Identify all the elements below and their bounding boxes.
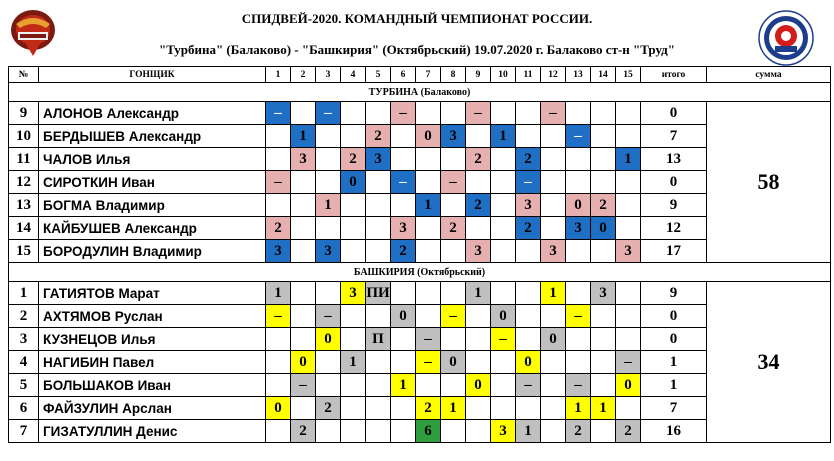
col-heat-header: 7 bbox=[416, 67, 441, 83]
heat-score bbox=[516, 240, 541, 263]
heat-score: 2 bbox=[441, 217, 466, 240]
heat-score bbox=[541, 351, 566, 374]
heat-score: 3 bbox=[291, 148, 316, 171]
rider-number: 13 bbox=[9, 194, 39, 217]
heat-score bbox=[466, 397, 491, 420]
heat-score: 3 bbox=[466, 240, 491, 263]
heat-score bbox=[316, 374, 341, 397]
heat-score: – bbox=[266, 171, 291, 194]
heat-score: 2 bbox=[366, 125, 391, 148]
heat-score: – bbox=[266, 305, 291, 328]
heat-score: 1 bbox=[491, 125, 516, 148]
col-heat-header: 8 bbox=[441, 67, 466, 83]
heat-score bbox=[591, 305, 616, 328]
heat-score: 0 bbox=[541, 328, 566, 351]
heat-score bbox=[291, 305, 316, 328]
heat-score: – bbox=[566, 305, 591, 328]
heat-score: 1 bbox=[441, 397, 466, 420]
heat-score: 2 bbox=[416, 397, 441, 420]
heat-score: 0 bbox=[316, 328, 341, 351]
heat-score bbox=[541, 420, 566, 443]
heat-score: – bbox=[391, 102, 416, 125]
heat-score bbox=[291, 328, 316, 351]
heat-score bbox=[516, 125, 541, 148]
rider-total: 17 bbox=[641, 240, 707, 263]
heat-score bbox=[491, 374, 516, 397]
heat-score: 1 bbox=[566, 397, 591, 420]
team-sum: 58 bbox=[707, 102, 831, 263]
heat-score bbox=[391, 282, 416, 305]
heat-score: 2 bbox=[266, 217, 291, 240]
heat-score: 0 bbox=[391, 305, 416, 328]
heat-score bbox=[391, 328, 416, 351]
heat-score: 1 bbox=[591, 397, 616, 420]
rider-total: 16 bbox=[641, 420, 707, 443]
heat-score: 1 bbox=[341, 351, 366, 374]
heat-score: – bbox=[516, 171, 541, 194]
heat-score: – bbox=[316, 305, 341, 328]
heat-score bbox=[266, 328, 291, 351]
rider-name: ГИЗАТУЛЛИН Денис bbox=[39, 420, 266, 443]
heat-score: 1 bbox=[291, 125, 316, 148]
heat-score bbox=[616, 194, 641, 217]
heat-score: 0 bbox=[566, 194, 591, 217]
heat-score bbox=[541, 194, 566, 217]
heat-score bbox=[616, 102, 641, 125]
rider-name: ГАТИЯТОВ Марат bbox=[39, 282, 266, 305]
rider-name: СИРОТКИН Иван bbox=[39, 171, 266, 194]
heat-score bbox=[516, 305, 541, 328]
rider-total: 7 bbox=[641, 125, 707, 148]
heat-score bbox=[466, 351, 491, 374]
rider-number: 9 bbox=[9, 102, 39, 125]
heat-score bbox=[491, 171, 516, 194]
heat-score: 6 bbox=[416, 420, 441, 443]
heat-score bbox=[491, 240, 516, 263]
heat-score bbox=[266, 420, 291, 443]
heat-score: 0 bbox=[441, 351, 466, 374]
heat-score bbox=[291, 282, 316, 305]
heat-score: 2 bbox=[316, 397, 341, 420]
heat-score bbox=[516, 328, 541, 351]
col-heat-header: 15 bbox=[616, 67, 641, 83]
rider-number: 5 bbox=[9, 374, 39, 397]
heat-score: 2 bbox=[291, 420, 316, 443]
heat-score bbox=[466, 171, 491, 194]
heat-score: 2 bbox=[341, 148, 366, 171]
rider-number: 7 bbox=[9, 420, 39, 443]
heat-score bbox=[291, 217, 316, 240]
heat-score: 2 bbox=[466, 194, 491, 217]
heat-score bbox=[316, 282, 341, 305]
heat-score: – bbox=[516, 374, 541, 397]
col-heat-header: 4 bbox=[341, 67, 366, 83]
heat-score: 3 bbox=[491, 420, 516, 443]
heat-score: 3 bbox=[391, 217, 416, 240]
heat-score: 0 bbox=[341, 171, 366, 194]
championship-title: СПИДВЕЙ-2020. КОМАНДНЫЙ ЧЕМПИОНАТ РОССИИ. bbox=[241, 11, 593, 26]
rider-name: НАГИБИН Павел bbox=[39, 351, 266, 374]
col-num-header: № bbox=[9, 67, 39, 83]
results-table bbox=[8, 66, 831, 443]
heat-score bbox=[366, 420, 391, 443]
heat-score: 3 bbox=[516, 194, 541, 217]
heat-score: 0 bbox=[266, 397, 291, 420]
heat-score bbox=[366, 217, 391, 240]
rider-name: КАЙБУШЕВ Александр bbox=[39, 217, 266, 240]
col-total-header: итого bbox=[641, 67, 707, 83]
rider-name: БОЛЬШАКОВ Иван bbox=[39, 374, 266, 397]
heat-score bbox=[416, 148, 441, 171]
heat-score bbox=[366, 351, 391, 374]
heat-score bbox=[391, 397, 416, 420]
heat-score: 3 bbox=[266, 240, 291, 263]
heat-score: 2 bbox=[616, 420, 641, 443]
heat-score bbox=[491, 217, 516, 240]
heat-score: 0 bbox=[616, 374, 641, 397]
heat-score bbox=[441, 148, 466, 171]
rider-total: 7 bbox=[641, 397, 707, 420]
rider-total: 0 bbox=[641, 328, 707, 351]
rider-name: БОРОДУЛИН Владимир bbox=[39, 240, 266, 263]
heat-score bbox=[491, 397, 516, 420]
heat-score bbox=[591, 240, 616, 263]
heat-score bbox=[541, 171, 566, 194]
heat-score bbox=[416, 374, 441, 397]
rider-name: БОГМА Владимир bbox=[39, 194, 266, 217]
heat-score bbox=[316, 217, 341, 240]
heat-score bbox=[566, 240, 591, 263]
heat-score bbox=[591, 351, 616, 374]
heat-score bbox=[591, 171, 616, 194]
heat-score: 2 bbox=[566, 420, 591, 443]
heat-score bbox=[366, 194, 391, 217]
heat-score bbox=[391, 125, 416, 148]
heat-score: 3 bbox=[366, 148, 391, 171]
rider-name: АЛОНОВ Александр bbox=[39, 102, 266, 125]
heat-score: – bbox=[316, 102, 341, 125]
heat-score bbox=[416, 282, 441, 305]
heat-score: – bbox=[616, 351, 641, 374]
heat-score: П bbox=[366, 328, 391, 351]
heat-score bbox=[366, 240, 391, 263]
heat-score bbox=[391, 194, 416, 217]
heat-score bbox=[591, 374, 616, 397]
team-name: ТУРБИНА (Балаково) bbox=[9, 83, 831, 102]
heat-score bbox=[391, 351, 416, 374]
rider-number: 10 bbox=[9, 125, 39, 148]
rider-total: 0 bbox=[641, 305, 707, 328]
heat-score bbox=[316, 351, 341, 374]
heat-score bbox=[316, 125, 341, 148]
heat-score: – bbox=[416, 328, 441, 351]
heat-score bbox=[616, 125, 641, 148]
heat-score bbox=[491, 102, 516, 125]
heat-score bbox=[291, 397, 316, 420]
heat-score bbox=[366, 171, 391, 194]
rider-number: 11 bbox=[9, 148, 39, 171]
heat-score bbox=[516, 102, 541, 125]
heat-score bbox=[591, 420, 616, 443]
heat-score bbox=[591, 125, 616, 148]
heat-score bbox=[616, 305, 641, 328]
heat-score: – bbox=[291, 374, 316, 397]
heat-score bbox=[416, 240, 441, 263]
heat-score bbox=[566, 148, 591, 171]
heat-score bbox=[341, 240, 366, 263]
heat-score: 3 bbox=[441, 125, 466, 148]
rider-name: КУЗНЕЦОВ Илья bbox=[39, 328, 266, 351]
heat-score: 2 bbox=[516, 217, 541, 240]
heat-score bbox=[416, 171, 441, 194]
col-heat-header: 6 bbox=[391, 67, 416, 83]
heat-score bbox=[491, 194, 516, 217]
heat-score bbox=[541, 125, 566, 148]
col-heat-header: 11 bbox=[516, 67, 541, 83]
heat-score bbox=[541, 148, 566, 171]
rider-name: АХТЯМОВ Руслан bbox=[39, 305, 266, 328]
heat-score bbox=[341, 328, 366, 351]
heat-score bbox=[266, 374, 291, 397]
heat-score bbox=[566, 102, 591, 125]
heat-score bbox=[366, 102, 391, 125]
heat-score: 0 bbox=[591, 217, 616, 240]
heat-score: 3 bbox=[616, 240, 641, 263]
heat-score bbox=[291, 194, 316, 217]
team-header-row bbox=[9, 83, 831, 102]
rider-number: 15 bbox=[9, 240, 39, 263]
rider-total: 0 bbox=[641, 171, 707, 194]
col-heat-header: 14 bbox=[591, 67, 616, 83]
heat-score bbox=[441, 194, 466, 217]
heat-score bbox=[616, 328, 641, 351]
heat-score: – bbox=[441, 305, 466, 328]
team-name: БАШКИРИЯ (Октябрьский) bbox=[9, 263, 831, 282]
heat-score: – bbox=[266, 102, 291, 125]
rider-name: ФАЙЗУЛИН Арслан bbox=[39, 397, 266, 420]
rider-row bbox=[9, 102, 831, 125]
rider-number: 6 bbox=[9, 397, 39, 420]
col-heat-header: 5 bbox=[366, 67, 391, 83]
rider-number: 3 bbox=[9, 328, 39, 351]
col-sum-header: сумма bbox=[707, 67, 831, 83]
heat-score: – bbox=[491, 328, 516, 351]
col-heat-header: 13 bbox=[566, 67, 591, 83]
heat-score bbox=[266, 125, 291, 148]
col-heat-header: 12 bbox=[541, 67, 566, 83]
heat-score bbox=[616, 397, 641, 420]
heat-score bbox=[541, 374, 566, 397]
heat-score: 2 bbox=[516, 148, 541, 171]
heat-score bbox=[341, 125, 366, 148]
col-heat-header: 10 bbox=[491, 67, 516, 83]
rider-number: 12 bbox=[9, 171, 39, 194]
heat-score bbox=[441, 374, 466, 397]
heat-score bbox=[491, 351, 516, 374]
heat-score bbox=[291, 171, 316, 194]
heat-score: 1 bbox=[316, 194, 341, 217]
heat-score bbox=[391, 148, 416, 171]
heat-score bbox=[541, 217, 566, 240]
heat-score: 1 bbox=[616, 148, 641, 171]
team-header-row bbox=[9, 263, 831, 282]
rider-number: 4 bbox=[9, 351, 39, 374]
rider-number: 14 bbox=[9, 217, 39, 240]
match-info: "Турбина" (Балаково) - "Башкирия" (Октябрьский) 19.07.2020 г. Балаково ст-н "Труд" bbox=[159, 42, 675, 57]
rider-total: 13 bbox=[641, 148, 707, 171]
heat-score bbox=[516, 282, 541, 305]
heat-score: – bbox=[416, 351, 441, 374]
heat-score bbox=[416, 305, 441, 328]
col-heat-header: 2 bbox=[291, 67, 316, 83]
heat-score bbox=[341, 420, 366, 443]
heat-score bbox=[616, 217, 641, 240]
heat-score: 3 bbox=[316, 240, 341, 263]
heat-score: 0 bbox=[466, 374, 491, 397]
heat-score: – bbox=[541, 102, 566, 125]
heat-score: 0 bbox=[491, 305, 516, 328]
heat-score: 0 bbox=[416, 125, 441, 148]
heat-score bbox=[266, 194, 291, 217]
heat-score bbox=[566, 351, 591, 374]
heat-score bbox=[466, 420, 491, 443]
heat-score: 1 bbox=[391, 374, 416, 397]
heat-score bbox=[616, 282, 641, 305]
heat-score bbox=[441, 240, 466, 263]
heat-score: 2 bbox=[466, 148, 491, 171]
heat-score bbox=[441, 282, 466, 305]
heat-score bbox=[591, 102, 616, 125]
heat-score bbox=[466, 305, 491, 328]
rider-total: 1 bbox=[641, 351, 707, 374]
heat-score: 3 bbox=[566, 217, 591, 240]
heat-score: ПИ bbox=[366, 282, 391, 305]
heat-score bbox=[341, 102, 366, 125]
rider-total: 1 bbox=[641, 374, 707, 397]
heat-score bbox=[466, 217, 491, 240]
heat-score bbox=[416, 217, 441, 240]
heat-score bbox=[566, 282, 591, 305]
heat-score bbox=[291, 102, 316, 125]
heat-score bbox=[316, 171, 341, 194]
heat-score bbox=[366, 397, 391, 420]
rider-name: БЕРДЫШЕВ Александр bbox=[39, 125, 266, 148]
heat-score: – bbox=[441, 171, 466, 194]
rider-number: 1 bbox=[9, 282, 39, 305]
rider-total: 0 bbox=[641, 102, 707, 125]
heat-score bbox=[366, 305, 391, 328]
heat-score bbox=[491, 282, 516, 305]
col-heat-header: 1 bbox=[266, 67, 291, 83]
heat-score: 1 bbox=[266, 282, 291, 305]
heat-score bbox=[466, 125, 491, 148]
heat-score bbox=[266, 351, 291, 374]
heat-score: 3 bbox=[591, 282, 616, 305]
heat-score bbox=[341, 305, 366, 328]
heat-score bbox=[341, 194, 366, 217]
heat-score bbox=[566, 171, 591, 194]
heat-score bbox=[366, 374, 391, 397]
heat-score bbox=[441, 102, 466, 125]
heat-score bbox=[591, 148, 616, 171]
heat-score bbox=[441, 328, 466, 351]
heat-score bbox=[466, 328, 491, 351]
col-rider-header: ГОНЩИК bbox=[39, 67, 266, 83]
header-row bbox=[9, 67, 831, 83]
col-heat-header: 3 bbox=[316, 67, 341, 83]
heat-score bbox=[391, 420, 416, 443]
heat-score bbox=[316, 148, 341, 171]
heat-score bbox=[341, 374, 366, 397]
heat-score: 0 bbox=[516, 351, 541, 374]
heat-score: 2 bbox=[591, 194, 616, 217]
heat-score: 1 bbox=[416, 194, 441, 217]
rider-name: ЧАЛОВ Илья bbox=[39, 148, 266, 171]
heat-score bbox=[541, 305, 566, 328]
heat-score: 2 bbox=[391, 240, 416, 263]
heat-score bbox=[541, 397, 566, 420]
heat-score bbox=[591, 328, 616, 351]
heat-score bbox=[441, 420, 466, 443]
heat-score: 3 bbox=[341, 282, 366, 305]
heat-score bbox=[291, 240, 316, 263]
heat-score: – bbox=[566, 125, 591, 148]
heat-score: 1 bbox=[516, 420, 541, 443]
heat-score: 1 bbox=[466, 282, 491, 305]
heat-score bbox=[316, 420, 341, 443]
heat-score bbox=[341, 217, 366, 240]
heat-score bbox=[566, 328, 591, 351]
heat-score: 1 bbox=[541, 282, 566, 305]
heat-score: 0 bbox=[291, 351, 316, 374]
heat-score bbox=[491, 148, 516, 171]
heat-score bbox=[266, 148, 291, 171]
heat-score: – bbox=[391, 171, 416, 194]
heat-score: – bbox=[466, 102, 491, 125]
heat-score bbox=[516, 397, 541, 420]
heat-score bbox=[616, 171, 641, 194]
rider-total: 9 bbox=[641, 194, 707, 217]
heat-score: 3 bbox=[541, 240, 566, 263]
rider-total: 9 bbox=[641, 282, 707, 305]
heat-score bbox=[341, 397, 366, 420]
heat-score bbox=[416, 102, 441, 125]
rider-row bbox=[9, 282, 831, 305]
rider-total: 12 bbox=[641, 217, 707, 240]
col-heat-header: 9 bbox=[466, 67, 491, 83]
heat-score: – bbox=[566, 374, 591, 397]
rider-number: 2 bbox=[9, 305, 39, 328]
team-sum: 34 bbox=[707, 282, 831, 443]
